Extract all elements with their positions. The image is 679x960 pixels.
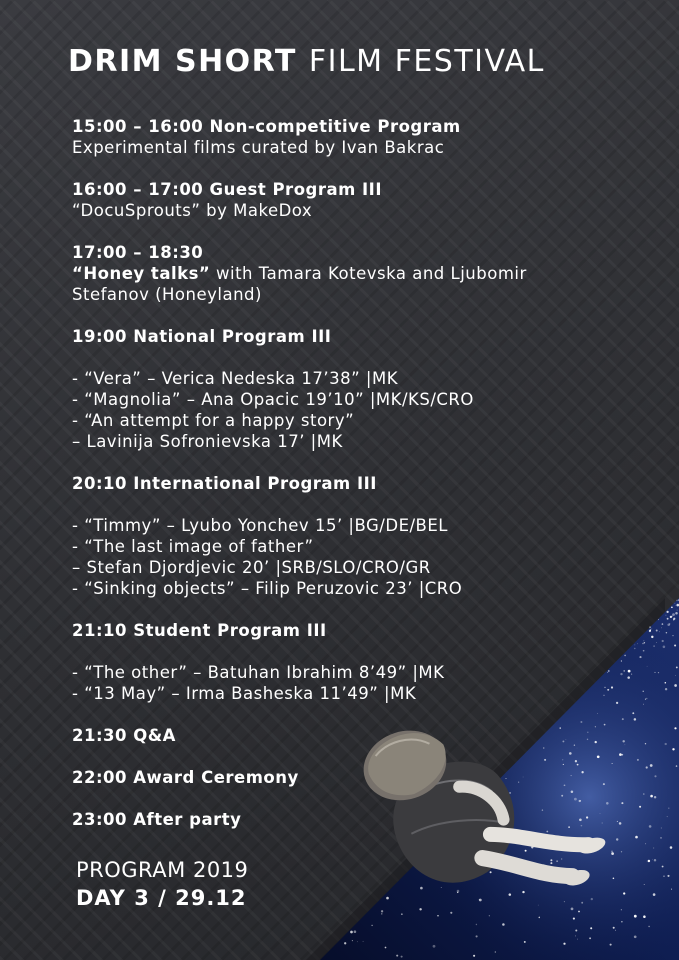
talk-guests: with Tamara Kotevska and Ljubomir xyxy=(210,264,527,283)
star xyxy=(643,793,645,795)
schedule-heading: 19:00 National Program III xyxy=(72,327,332,346)
star xyxy=(635,836,638,839)
schedule-block-5 xyxy=(72,473,632,599)
star xyxy=(654,672,655,673)
star xyxy=(649,629,651,631)
star xyxy=(670,846,673,849)
star xyxy=(676,605,677,606)
star xyxy=(676,600,677,601)
star xyxy=(634,648,635,649)
schedule-block-3 xyxy=(72,242,632,305)
star xyxy=(652,859,653,860)
schedule-block-9 xyxy=(72,809,632,830)
star xyxy=(674,727,676,729)
star xyxy=(634,915,637,918)
star xyxy=(660,837,662,839)
star xyxy=(665,682,667,684)
star xyxy=(665,743,667,745)
spacer xyxy=(72,494,632,515)
star xyxy=(658,672,659,673)
star xyxy=(645,843,646,844)
star xyxy=(643,704,644,705)
star xyxy=(647,666,648,667)
star xyxy=(635,645,636,646)
star xyxy=(666,632,667,633)
spacer xyxy=(72,347,632,368)
star xyxy=(634,718,637,721)
star xyxy=(646,698,648,700)
star xyxy=(649,626,651,628)
star xyxy=(674,644,676,646)
star xyxy=(671,606,673,608)
program-day: DAY 3 / 29.12 xyxy=(76,886,247,910)
title-bold: DRIM SHORT xyxy=(68,44,297,79)
program-schedule xyxy=(72,116,632,851)
star xyxy=(650,795,653,798)
schedule-heading: 23:00 After party xyxy=(72,810,242,829)
schedule-block-6 xyxy=(72,620,632,704)
star xyxy=(666,611,668,613)
star xyxy=(656,642,657,643)
star xyxy=(654,796,656,798)
festival-title xyxy=(68,44,545,79)
star xyxy=(651,636,653,638)
title-light: FILM FESTIVAL xyxy=(308,44,545,79)
star xyxy=(637,643,638,644)
star xyxy=(670,616,672,618)
schedule-line xyxy=(72,263,632,284)
star xyxy=(665,615,666,616)
star xyxy=(676,765,678,767)
star xyxy=(632,712,634,714)
star xyxy=(648,926,649,927)
star xyxy=(673,619,674,620)
star xyxy=(651,629,652,630)
star xyxy=(675,612,678,615)
star xyxy=(676,666,678,668)
star xyxy=(663,646,666,649)
schedule-heading: 21:30 Q&A xyxy=(72,726,176,745)
film-entry: – Stefan Djordjevic 20’ |SRB/SLO/CRO/GR xyxy=(72,558,431,577)
film-entry: - “The other” – Batuhan Ibrahim 8’49” |MK xyxy=(72,663,445,682)
star xyxy=(644,884,645,885)
star xyxy=(671,889,672,890)
film-entry: - “Timmy” – Lyubo Yonchev 15’ |BG/DE/BEL xyxy=(72,516,448,535)
schedule-heading: 17:00 – 18:30 xyxy=(72,243,204,262)
schedule-heading: 15:00 – 16:00 Non-competitive Program xyxy=(72,117,461,136)
star xyxy=(675,603,676,604)
star xyxy=(674,684,677,687)
star xyxy=(668,808,669,809)
star xyxy=(672,635,673,636)
star xyxy=(653,645,655,647)
schedule-line: “DocuSprouts” by MakeDox xyxy=(72,201,313,220)
film-entry: - “The last image of father” xyxy=(72,537,314,556)
program-footer xyxy=(76,857,248,912)
star xyxy=(661,828,662,829)
star xyxy=(647,861,648,862)
star xyxy=(667,623,670,626)
film-entry: – Lavinija Sofronievska 17’ |MK xyxy=(72,432,343,451)
film-entry: - “Sinking objects” – Filip Peruzovic 23’ |CRO xyxy=(72,579,463,598)
star xyxy=(665,688,667,690)
star xyxy=(637,759,639,761)
star xyxy=(645,699,646,700)
star xyxy=(649,825,652,828)
star xyxy=(654,775,656,777)
star xyxy=(672,613,675,616)
star xyxy=(667,618,669,620)
schedule-heading: 21:10 Student Program III xyxy=(72,621,327,640)
schedule-line: Stefanov (Honeyland) xyxy=(72,285,262,304)
film-entry: - “13 May” – Irma Basheska 11’49” |MK xyxy=(72,684,417,703)
schedule-heading: 22:00 Award Ceremony xyxy=(72,768,299,787)
program-year: PROGRAM 2019 xyxy=(76,858,249,882)
star xyxy=(658,619,659,620)
schedule-block-8 xyxy=(72,767,632,788)
star xyxy=(662,623,664,625)
star xyxy=(639,656,641,658)
star xyxy=(643,650,645,652)
schedule-block-4 xyxy=(72,326,632,452)
star xyxy=(639,806,641,808)
star xyxy=(661,627,662,628)
star xyxy=(677,610,678,611)
star xyxy=(667,816,668,817)
star xyxy=(634,935,637,938)
star xyxy=(662,866,664,868)
star xyxy=(646,766,648,768)
star xyxy=(648,860,650,862)
star xyxy=(654,859,656,861)
star xyxy=(643,691,644,692)
star xyxy=(675,675,676,676)
star xyxy=(663,875,665,877)
star xyxy=(653,848,654,849)
talk-title: “Honey talks” xyxy=(72,264,211,283)
schedule-block-7 xyxy=(72,725,632,746)
star xyxy=(642,643,644,645)
film-entry: - “An attempt for a happy story” xyxy=(72,411,355,430)
film-entry: - “Magnolia” – Ana Opacic 19’10” |MK/KS/CRO xyxy=(72,390,474,409)
star xyxy=(650,764,653,767)
star xyxy=(659,631,660,632)
schedule-heading: 16:00 – 17:00 Guest Program III xyxy=(72,180,382,199)
film-entry: - “Vera” – Verica Nedeska 17’38” |MK xyxy=(72,369,399,388)
schedule-line: Experimental films curated by Ivan Bakrac xyxy=(72,138,445,157)
star xyxy=(672,748,674,750)
spacer xyxy=(72,641,632,662)
star xyxy=(644,642,645,643)
star xyxy=(656,630,658,632)
schedule-heading: 20:10 International Program III xyxy=(72,474,377,493)
star xyxy=(653,893,656,896)
star xyxy=(645,743,646,744)
star xyxy=(651,628,652,629)
star xyxy=(643,915,646,918)
schedule-block-1 xyxy=(72,116,632,158)
schedule-block-2 xyxy=(72,179,632,221)
star xyxy=(643,640,644,641)
star xyxy=(662,640,664,642)
star xyxy=(667,875,669,877)
